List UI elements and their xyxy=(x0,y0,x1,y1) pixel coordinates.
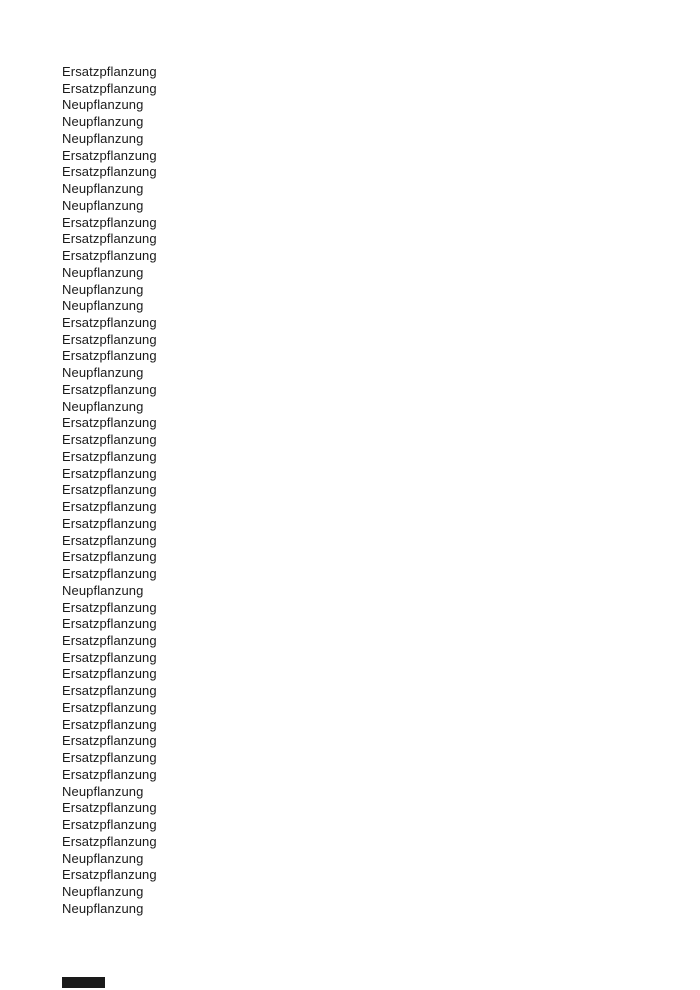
list-item: Neupflanzung xyxy=(62,900,144,916)
list-item: Ersatzpflanzung xyxy=(62,415,157,431)
list-item: Ersatzpflanzung xyxy=(62,448,157,464)
list-item: Ersatzpflanzung xyxy=(62,381,157,397)
list-item: Ersatzpflanzung xyxy=(62,549,157,565)
list-item: Ersatzpflanzung xyxy=(62,867,157,883)
list-item: Ersatzpflanzung xyxy=(62,616,157,632)
list-item: Ersatzpflanzung xyxy=(62,699,157,715)
list-item: Ersatzpflanzung xyxy=(62,499,157,515)
list-item: Ersatzpflanzung xyxy=(62,482,157,498)
planting-type-list xyxy=(62,64,157,917)
list-item: Ersatzpflanzung xyxy=(62,231,157,247)
list-item: Ersatzpflanzung xyxy=(62,649,157,665)
list-item: Ersatzpflanzung xyxy=(62,64,157,79)
list-item: Ersatzpflanzung xyxy=(62,532,157,548)
list-item: Neupflanzung xyxy=(62,264,144,280)
list-item: Neupflanzung xyxy=(62,582,144,598)
list-item: Ersatzpflanzung xyxy=(62,214,157,230)
list-item: Neupflanzung xyxy=(62,114,144,130)
list-item: Ersatzpflanzung xyxy=(62,800,157,816)
list-item: Neupflanzung xyxy=(62,883,144,899)
bottom-partial-element xyxy=(62,977,105,988)
list-item: Neupflanzung xyxy=(62,281,144,297)
list-item: Ersatzpflanzung xyxy=(62,566,157,582)
list-item: Neupflanzung xyxy=(62,298,144,314)
list-item: Ersatzpflanzung xyxy=(62,599,157,615)
list-item: Ersatzpflanzung xyxy=(62,750,157,766)
list-item: Neupflanzung xyxy=(62,130,144,146)
list-item: Ersatzpflanzung xyxy=(62,248,157,264)
list-item: Ersatzpflanzung xyxy=(62,683,157,699)
list-item: Ersatzpflanzung xyxy=(62,465,157,481)
list-item: Ersatzpflanzung xyxy=(62,147,157,163)
list-item: Ersatzpflanzung xyxy=(62,632,157,648)
list-item: Ersatzpflanzung xyxy=(62,315,157,331)
list-item: Ersatzpflanzung xyxy=(62,80,157,96)
list-item: Neupflanzung xyxy=(62,850,144,866)
list-item: Ersatzpflanzung xyxy=(62,666,157,682)
list-item: Ersatzpflanzung xyxy=(62,833,157,849)
list-item: Ersatzpflanzung xyxy=(62,817,157,833)
list-item: Neupflanzung xyxy=(62,97,144,113)
list-item: Ersatzpflanzung xyxy=(62,766,157,782)
list-item: Neupflanzung xyxy=(62,398,144,414)
list-item: Neupflanzung xyxy=(62,365,144,381)
list-item: Ersatzpflanzung xyxy=(62,331,157,347)
list-item: Neupflanzung xyxy=(62,783,144,799)
list-item: Neupflanzung xyxy=(62,197,144,213)
list-item: Neupflanzung xyxy=(62,181,144,197)
list-item: Ersatzpflanzung xyxy=(62,348,157,364)
list-item: Ersatzpflanzung xyxy=(62,515,157,531)
list-item: Ersatzpflanzung xyxy=(62,733,157,749)
list-item: Ersatzpflanzung xyxy=(62,716,157,732)
list-item: Ersatzpflanzung xyxy=(62,432,157,448)
list-item: Ersatzpflanzung xyxy=(62,164,157,180)
